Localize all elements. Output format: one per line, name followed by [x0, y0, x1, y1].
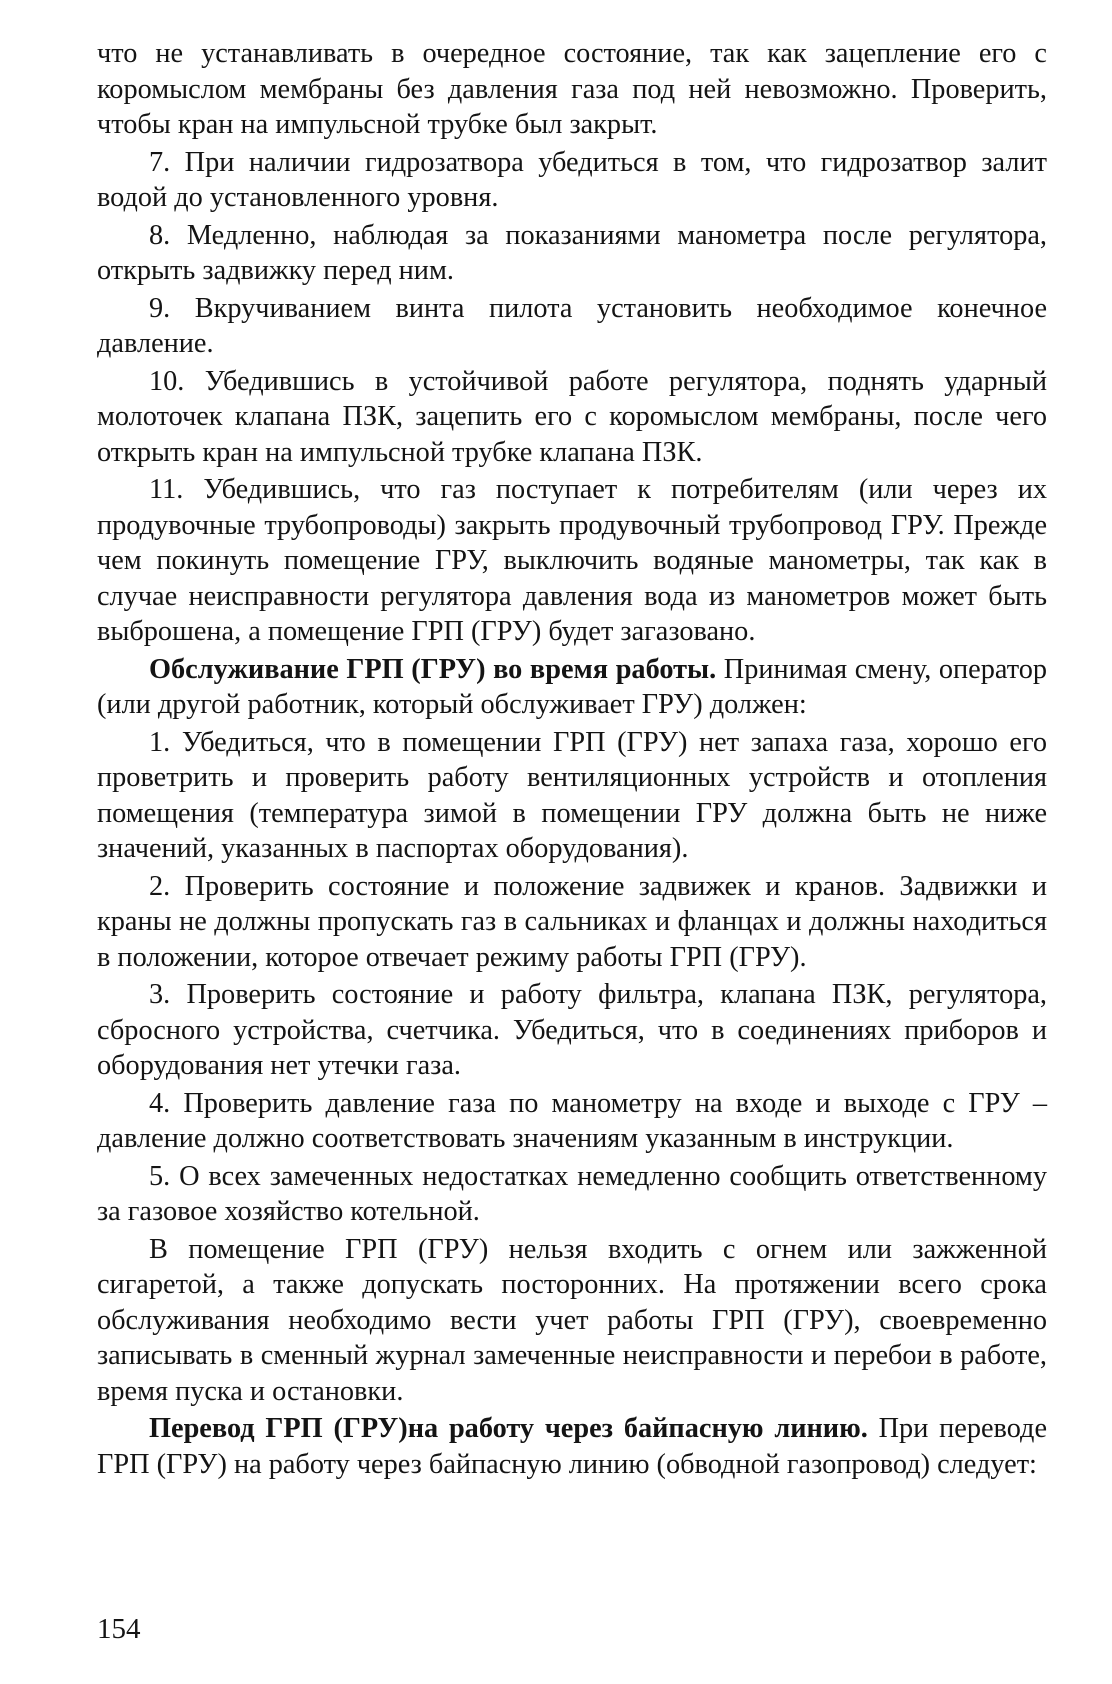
- paragraph: В помещение ГРП (ГРУ) нельзя входить с огнем или зажженной сигаретой, а также допускать посторонних. На протяжении всего срока обслуживания необходимо вести учет работы ГРП (ГРУ), своевременно записывать в сменный журнал замеченные неисправности и перебои в работе, время пуска и остановки.: [97, 1233, 1047, 1407]
- paragraph: 5. О всех замеченных недостатках немедленно сообщить ответственному за газовое хозяйство котельной.: [97, 1160, 1047, 1227]
- page-number: 154: [97, 1613, 141, 1645]
- section-heading: Перевод ГРП (ГРУ)на работу через байпасную линию.: [149, 1413, 868, 1444]
- paragraph: 2. Проверить состояние и положение задвижек и кранов. Задвижки и краны не должны пропускать газ в сальниках и фланцах и должны находиться в положении, которое отвечает режиму работы ГРП (ГРУ).: [97, 870, 1047, 973]
- paragraph: 11. Убедившись, что газ поступает к потребителям (или через их продувочные трубопроводы) закрыть продувочный трубопровод ГРУ. Прежде чем покинуть помещение ГРУ, выключить водяные манометры, так как в случае неисправности регулятора давления вода из манометров может быть выброшена, а помещение ГРП (ГРУ) будет загазовано.: [97, 474, 1047, 647]
- paragraph: Обслуживание ГРП (ГРУ) во время работы. Принимая смену, оператор (или другой работник, который обслуживает ГРУ) должен:: [97, 653, 1047, 720]
- paragraph: 7. При наличии гидрозатвора убедиться в том, что гидрозатвор залит водой до установленного уровня.: [97, 146, 1047, 213]
- paragraph: 4. Проверить давление газа по манометру на входе и выходе с ГРУ – давление должно соответствовать значениям указанным в инструкции.: [97, 1087, 1047, 1154]
- paragraph: 3. Проверить состояние и работу фильтра, клапана ПЗК, регулятора, сбросного устройства, счетчика. Убедиться, что в соединениях приборов и оборудования нет утечки газа.: [97, 979, 1047, 1081]
- body-text: [97, 36, 1047, 1482]
- paragraph: 8. Медленно, наблюдая за показаниями манометра после регулятора, открыть задвижку перед ним.: [97, 219, 1047, 286]
- paragraph: что не устанавливать в очередное состояние, так как зацепление его с коромыслом мембраны без давления газа под ней невозможно. Проверить, чтобы кран на импульсной трубке был закрыт.: [97, 38, 1047, 140]
- paragraph: 1. Убедиться, что в помещении ГРП (ГРУ) нет запаха газа, хорошо его проветрить и проверить работу вентиляционных устройств и отопления помещения (температура зимой в помещении ГРУ должна быть не ниже значений, указанных в паспортах оборудования).: [97, 726, 1047, 864]
- section-heading: Обслуживание ГРП (ГРУ) во время работы.: [149, 653, 717, 685]
- paragraph: 10. Убедившись в устойчивой работе регулятора, поднять ударный молоточек клапана ПЗК, зацепить его с коромыслом мембраны, после чего открыть кран на импульсной трубке клапана ПЗК.: [97, 365, 1047, 468]
- paragraph: 9. Вкручиванием винта пилота установить необходимое конечное давление.: [97, 292, 1047, 359]
- paragraph: Перевод ГРП (ГРУ)на работу через байпасную линию. При переводе ГРП (ГРУ) на работу через байпасную линию (обводной газопровод) следует:: [97, 1413, 1048, 1480]
